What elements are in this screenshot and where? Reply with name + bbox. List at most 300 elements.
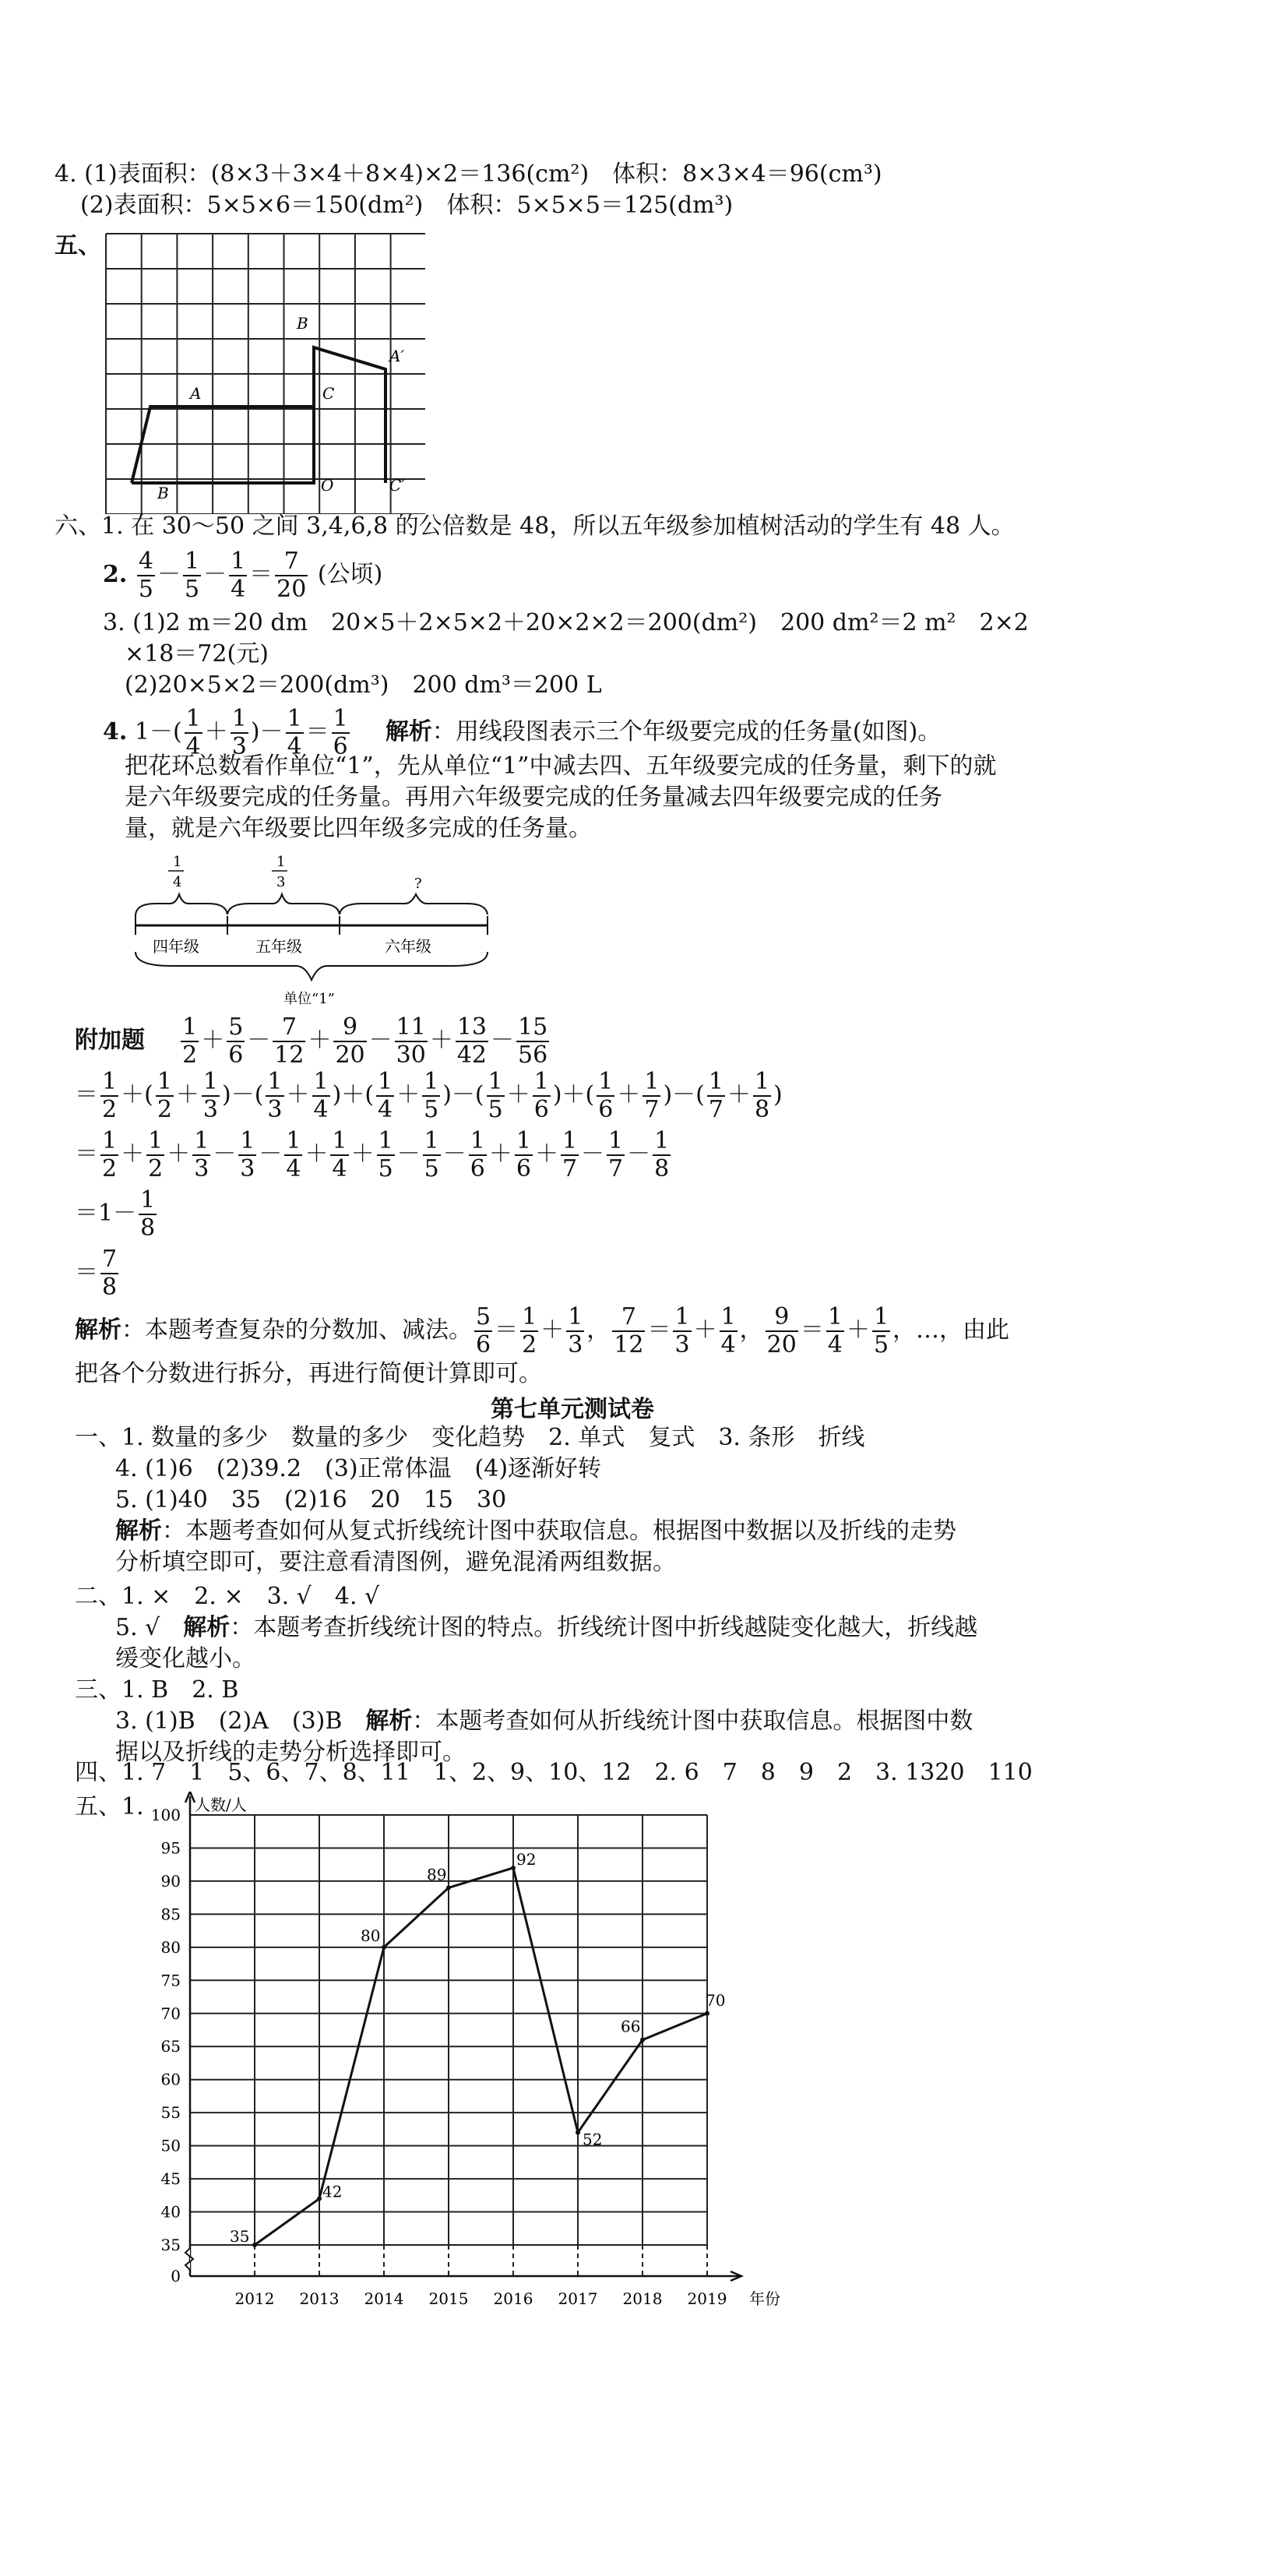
diagram-frac-2-num: 1 (276, 854, 286, 870)
fraction (227, 1014, 245, 1069)
expr-op: ＝ (495, 1316, 519, 1344)
expr-op: )－( (663, 1081, 705, 1108)
fraction-denominator: 7 (708, 1096, 723, 1123)
fraction (202, 1069, 220, 1123)
extra-line5-expr (75, 1246, 121, 1301)
fraction-denominator: 6 (228, 1041, 244, 1069)
chart-point (252, 2243, 257, 2247)
fraction-denominator: 5 (138, 576, 153, 603)
fraction-denominator: 6 (470, 1155, 485, 1182)
fraction (139, 1187, 157, 1242)
fraction-numerator: 1 (470, 1127, 485, 1154)
fraction (275, 548, 308, 603)
fraction (266, 1069, 283, 1123)
fraction-numerator: 7 (102, 1246, 118, 1273)
fraction-denominator: 5 (488, 1096, 503, 1123)
fraction-denominator: 6 (476, 1331, 491, 1358)
expr-op: ＋ (846, 1316, 870, 1344)
fraction-numerator: 1 (332, 1127, 347, 1154)
sec6-q4-jiexi-line3: 是六年级要完成的任务量。再用六年级要完成的任务量减去四年级要完成的任务 (125, 784, 942, 811)
expr-op: － (203, 561, 227, 588)
fraction-denominator: 6 (516, 1155, 531, 1182)
u7-s2-jiexi-text: ：本题考查折线统计图的特点。折线统计图中折线越陡变化越大，折线越 (230, 1614, 978, 1641)
extra-line2-expr (75, 1068, 783, 1123)
fraction-denominator: 20 (335, 1041, 365, 1069)
chart-point (382, 1945, 386, 1950)
expr-op: ＋ (286, 1081, 310, 1108)
expr-op: ＝ (75, 1259, 98, 1286)
fraction-denominator: 4 (286, 1155, 301, 1182)
chart-y-tick-label: 95 (160, 1838, 181, 1858)
expr-op: ， (586, 1316, 611, 1344)
coordinate-grid (104, 232, 425, 514)
fraction-denominator: 5 (873, 1331, 889, 1358)
chart-point (317, 2197, 322, 2201)
expr-op: ＋ (396, 1081, 421, 1108)
chart-data-label: 80 (361, 1926, 381, 1945)
fraction-numerator: 1 (102, 1068, 118, 1095)
fraction (456, 1014, 488, 1069)
extra-line4-expr (75, 1186, 159, 1242)
expr-op: ＋ (308, 1027, 332, 1054)
u7-s1-jiexi (115, 1516, 956, 1547)
fraction-numerator: 1 (424, 1127, 439, 1154)
fraction (520, 1304, 538, 1358)
fraction-denominator: 6 (333, 733, 348, 760)
expr-op: ：本题考查复杂的分数加、减法。 (121, 1316, 472, 1344)
u7-s2-line1: 二、1. × 2. × 3. √ 4. √ (75, 1583, 380, 1610)
fraction-denominator: 2 (182, 1041, 198, 1069)
fraction-numerator: 1 (140, 1186, 156, 1214)
fraction (487, 1069, 505, 1123)
fraction (597, 1069, 614, 1123)
u7-s1-jiexi-text: ：本题考查如何从复式折线统计图中获取信息。根据图中数据以及折线的走势 (162, 1517, 956, 1545)
expr-op: ＋( (121, 1081, 153, 1108)
fraction-numerator: 1 (488, 1068, 503, 1095)
fraction (100, 1128, 118, 1182)
u7-s2-q5: 5. √ (115, 1614, 184, 1641)
fraction-numerator: 1 (184, 548, 200, 575)
fraction (653, 1128, 671, 1182)
fraction-numerator: 1 (568, 1303, 583, 1330)
chart-y-tick-label: 85 (160, 1905, 181, 1924)
fraction (156, 1069, 174, 1123)
chart-x-tick-label: 2013 (299, 2289, 340, 2308)
extra-jiexi (75, 1304, 1009, 1358)
fraction-numerator: 1 (522, 1303, 537, 1330)
fraction (100, 1246, 118, 1301)
fraction-denominator: 12 (274, 1041, 305, 1069)
fraction (333, 1014, 366, 1069)
grid-shape-top (314, 347, 386, 483)
fraction (192, 1128, 210, 1182)
sec6-q4-jiexi-label: 解析 (385, 718, 432, 745)
fraction-numerator: 1 (102, 1127, 118, 1154)
fraction-denominator: 6 (598, 1096, 614, 1123)
fraction-numerator: 1 (240, 1127, 255, 1154)
chart-data-label: 35 (230, 2227, 250, 2246)
extra-line4 (75, 1187, 159, 1242)
expr-op: － (259, 1140, 283, 1168)
fraction-denominator: 5 (184, 576, 200, 603)
expr-op: － (627, 1140, 651, 1168)
fraction-denominator: 3 (568, 1331, 583, 1358)
fraction-denominator: 7 (644, 1096, 660, 1123)
u7-s4: 四、1. 7 1 5、6、7、8、11 1、2、9、10、12 2. 6 7 8 9 2 3. 1320 110 (75, 1759, 1033, 1786)
fraction (753, 1069, 771, 1123)
fraction-numerator: 1 (598, 1068, 614, 1095)
extra-line3-expr (75, 1127, 673, 1182)
fraction-denominator: 3 (194, 1155, 209, 1182)
fraction-denominator: 2 (148, 1155, 164, 1182)
fraction (284, 1128, 302, 1182)
q4-line-1: 4. (1)表面积：(8×3＋3×4＋8×4)×2＝136(cm²) 体积：8×3×4＝96(cm³) (55, 160, 882, 188)
fraction (377, 1128, 395, 1182)
fraction-numerator: 11 (396, 1013, 426, 1041)
fraction (395, 1014, 428, 1069)
chart-y-tick-label: 65 (160, 2037, 181, 2056)
fraction (872, 1304, 890, 1358)
sec6-q2-expr (135, 548, 310, 603)
expr-op: － (247, 1027, 271, 1054)
fraction-denominator: 2 (102, 1155, 118, 1182)
fraction-numerator: 1 (516, 1127, 531, 1154)
fraction (707, 1069, 725, 1123)
fraction-denominator: 3 (202, 1096, 218, 1123)
chart-point (446, 1885, 451, 1890)
chart-point (511, 1866, 516, 1870)
diagram-seg-grade4: 四年级 (153, 937, 199, 956)
expr-op: ，…，由此 (892, 1316, 1010, 1344)
fraction (181, 1014, 199, 1069)
chart-y-tick-label: 90 (160, 1871, 181, 1891)
expr-op: － (491, 1027, 515, 1054)
expr-op: ＋ (534, 1140, 558, 1168)
fraction-numerator: 1 (185, 705, 201, 732)
fraction-numerator: 1 (644, 1068, 660, 1095)
chart-data-label: 66 (621, 2017, 641, 2036)
unit7-title: 第七单元测试卷 (491, 1396, 654, 1423)
expr-op: )－ (250, 718, 283, 745)
fraction-numerator: 7 (275, 548, 308, 576)
chart-x-tick-label: 2015 (428, 2289, 469, 2308)
fraction-denominator: 6 (533, 1096, 549, 1123)
chart-y-tick-label: 35 (160, 2236, 181, 2254)
diagram-seg-grade6: 六年级 (385, 937, 431, 956)
extra-jiexi-expr (75, 1303, 1010, 1358)
u7-s1-line2: 4. (1)6 (2)39.2 (3)正常体温 (4)逐渐好转 (115, 1455, 602, 1482)
expr-op: － (396, 1140, 421, 1168)
fraction (423, 1128, 441, 1182)
fraction (469, 1128, 487, 1182)
expr-op: ＝ (75, 1081, 98, 1108)
fraction-denominator: 7 (562, 1155, 578, 1182)
chart-y-tick-label: 80 (160, 1937, 181, 1957)
chart-point (640, 2038, 645, 2042)
fraction-denominator: 20 (276, 576, 307, 603)
grid-label-o: O (321, 476, 334, 495)
expr-op: )＋( (332, 1081, 375, 1108)
expr-op: － (157, 561, 181, 588)
expr-op: ＋ (175, 1081, 199, 1108)
fraction-numerator: 7 (273, 1014, 305, 1042)
line-chart (140, 1792, 826, 2321)
fraction (376, 1069, 394, 1123)
diagram-frac-1-den: 4 (173, 874, 182, 890)
expr-op: － (442, 1140, 466, 1168)
chart-data-label: 92 (516, 1849, 537, 1869)
fraction-numerator: 1 (873, 1303, 889, 1330)
u7-s1-jiexi-line2: 分析填空即可，要注意看清图例，避免混淆两组数据。 (115, 1549, 676, 1576)
chart-y-tick-label: 40 (160, 2202, 181, 2222)
expr-op: ＋ (488, 1140, 512, 1168)
fraction-denominator: 5 (424, 1096, 439, 1123)
fraction-denominator: 5 (378, 1155, 393, 1182)
diagram-question: ? (414, 876, 422, 892)
sec6-q2 (103, 548, 382, 603)
fraction-denominator: 4 (720, 1331, 736, 1358)
expr-op: － (368, 1027, 393, 1054)
expr-op: ＝ (647, 1316, 671, 1344)
chart-data-label: 89 (427, 1865, 447, 1884)
fraction-denominator: 4 (378, 1096, 393, 1123)
chart-point (576, 2130, 580, 2135)
chart-x-tick-label: 2012 (234, 2289, 275, 2308)
extra-line1-expr (178, 1013, 551, 1069)
chart-point (705, 2011, 709, 2016)
fraction (229, 548, 247, 603)
fraction-denominator: 3 (231, 733, 247, 760)
expr-op: ＋ (201, 1027, 225, 1054)
fraction (146, 1128, 164, 1182)
extra-jiexi-line2: 把各个分数进行拆分，再进行简便计算即可。 (75, 1360, 542, 1387)
sec6-q2-unit: (公顷) (317, 561, 383, 588)
section-5-label: 五、 (55, 232, 101, 259)
expr-op: ＋ (429, 1027, 453, 1054)
fraction (312, 1069, 330, 1123)
chart-x-tick-label: 2014 (364, 2289, 404, 2308)
fraction-numerator: 1 (313, 1068, 329, 1095)
fraction-denominator: 4 (313, 1096, 329, 1123)
diagram-frac-1-num: 1 (173, 854, 182, 870)
chart-y-tick-label: 0 (171, 2267, 181, 2285)
expr-op: ， (739, 1316, 763, 1344)
sec6-q4-jiexi-text: ：用线段图表示三个年级要完成的任务量(如图)。 (431, 718, 942, 745)
extra-line3 (75, 1128, 673, 1182)
fraction (612, 1304, 645, 1358)
fraction-denominator: 2 (522, 1331, 537, 1358)
fraction-denominator: 7 (608, 1155, 624, 1182)
fraction (330, 1128, 348, 1182)
u7-s5: 五、1. (75, 1793, 144, 1820)
chart-x-tick-label: 2019 (687, 2289, 727, 2308)
chart-x-label: 年份 (749, 2289, 780, 2308)
u7-s3-jiexi-label: 解析 (365, 1707, 413, 1735)
fraction-denominator: 4 (827, 1331, 843, 1358)
fraction-numerator: 5 (228, 1013, 244, 1041)
chart-data-label: 70 (706, 1990, 726, 2010)
fraction (826, 1304, 844, 1358)
fraction-denominator: 2 (102, 1096, 118, 1123)
fraction-denominator: 4 (332, 1155, 347, 1182)
expr-op: ＝ (305, 718, 329, 745)
sec6-q3-line1: 3. (1)2 m＝20 dm 20×5＋2×5×2＋20×2×2＝200(dm²) 200 dm²＝2 m² 2×2 (103, 609, 1029, 636)
fraction-numerator: 1 (287, 705, 302, 732)
fraction-numerator: 1 (608, 1127, 624, 1154)
u7-s3-line2 (115, 1706, 973, 1737)
fraction-numerator: 1 (533, 1068, 549, 1095)
expr-op: ＋ (540, 1316, 565, 1344)
fraction-denominator: 20 (766, 1331, 797, 1358)
u7-s1-line1: 一、1. 数量的多少 数量的多少 变化趋势 2. 单式 复式 3. 条形 折线 (75, 1424, 865, 1451)
expr-op: ＋ (121, 1140, 145, 1168)
chart-x-tick-label: 2017 (558, 2289, 598, 2308)
fraction-numerator: 1 (378, 1127, 393, 1154)
fraction-denominator: 8 (654, 1155, 670, 1182)
expr-op: 1－( (134, 718, 182, 745)
fraction-numerator: 1 (231, 705, 247, 732)
fraction-numerator: 13 (456, 1013, 488, 1041)
expr-op: ＋ (506, 1081, 530, 1108)
fraction-denominator: 12 (614, 1331, 644, 1358)
expr-op: ＝1－ (75, 1200, 137, 1227)
fraction-numerator: 1 (754, 1068, 770, 1095)
fraction-denominator: 5 (424, 1155, 439, 1182)
sec6-q1: 六、1. 在 30～50 之间 3,4,6,8 的公倍数是 48，所以五年级参加植树活动的学生有 48 人。 (55, 513, 1015, 540)
fraction-numerator: 1 (231, 548, 246, 575)
extra-label: 附加题 (75, 1027, 145, 1054)
fraction-numerator: 1 (267, 1068, 283, 1095)
grid-label-a1: A′ (389, 347, 404, 365)
fraction-numerator: 1 (424, 1068, 439, 1095)
sec6-q4-jiexi-line4: 量，就是六年级要比四年级多完成的任务量。 (125, 815, 592, 842)
grid-label-a: A (190, 384, 202, 403)
chart-data-label: 42 (322, 2182, 343, 2201)
u7-s1-jiexi-label: 解析 (115, 1517, 162, 1545)
fraction-numerator: 1 (157, 1068, 172, 1095)
chart-y-tick-label: 45 (160, 2169, 181, 2189)
fraction-numerator: 1 (194, 1127, 209, 1154)
expr-op: )－( (442, 1081, 484, 1108)
fraction-denominator: 4 (231, 576, 246, 603)
u7-s3-q3: 3. (1)B (2)A (3)B (115, 1707, 366, 1735)
fraction-numerator: 4 (138, 548, 153, 575)
diagram-frac-2-den: 3 (276, 874, 286, 890)
fraction (766, 1304, 798, 1358)
q4-line-2: (2)表面积：5×5×6＝150(dm²) 体积：5×5×5＝125(dm³) (80, 192, 734, 219)
fraction-denominator: 4 (287, 733, 302, 760)
expr-op: )－( (222, 1081, 264, 1108)
line-segment-diagram (125, 848, 498, 1011)
u7-s1-line3: 5. (1)40 35 (2)16 20 15 30 (115, 1486, 507, 1514)
expr-op: )＋( (552, 1081, 595, 1108)
fraction (673, 1304, 691, 1358)
expr-op: ＋ (350, 1140, 375, 1168)
fraction-numerator: 1 (148, 1127, 164, 1154)
chart-data-label: 52 (583, 2130, 603, 2149)
fraction-denominator: 8 (754, 1096, 770, 1123)
fraction-numerator: 1 (286, 1127, 301, 1154)
extra-line1 (75, 1014, 551, 1069)
fraction (422, 1069, 440, 1123)
expr-op: ＋ (693, 1316, 717, 1344)
fraction (183, 548, 201, 603)
fraction-denominator: 2 (157, 1096, 172, 1123)
fraction-numerator: 7 (612, 1304, 645, 1332)
fraction-numerator: 1 (708, 1068, 723, 1095)
expr-op: ＝ (800, 1316, 824, 1344)
extra-line5 (75, 1246, 121, 1301)
sec6-q4-num: 4. (103, 718, 128, 745)
chart-x-tick-label: 2016 (493, 2289, 533, 2308)
fraction-numerator: 1 (333, 705, 348, 732)
expr-op: － (213, 1140, 237, 1168)
fraction-denominator: 3 (674, 1331, 690, 1358)
fraction (273, 1014, 305, 1069)
chart-x-tick-label: 2018 (622, 2289, 663, 2308)
fraction-numerator: 1 (827, 1303, 843, 1330)
chart-y-tick-label: 70 (160, 2003, 181, 2023)
grid-label-c: C (322, 384, 335, 403)
fraction (720, 1304, 738, 1358)
sec6-q2-num: 2. (103, 561, 128, 588)
fraction-denominator: 30 (396, 1041, 426, 1069)
u7-s2-jiexi-label: 解析 (183, 1614, 231, 1641)
u7-s3-jiexi-line2: 据以及折线的走势分析选择即可。 (115, 1739, 466, 1766)
fraction (516, 1014, 549, 1069)
u7-s3-jiexi-text: ：本题考查如何从折线统计图中获取信息。根据图中数 (412, 1707, 973, 1735)
fraction (238, 1128, 256, 1182)
fraction (474, 1304, 492, 1358)
fraction-denominator: 8 (102, 1274, 118, 1301)
grid-label-bottom-b: B (157, 484, 169, 502)
fraction (137, 548, 155, 603)
diagram-seg-grade5: 五年级 (255, 937, 302, 956)
fraction (561, 1128, 579, 1182)
expr-op: 解析 (75, 1316, 121, 1344)
fraction-numerator: 1 (562, 1127, 578, 1154)
chart-y-tick-label: 60 (160, 2070, 181, 2089)
fraction-numerator: 1 (202, 1068, 218, 1095)
chart-y-label: 人数/人 (195, 1795, 247, 1814)
sec6-q4-expr (134, 705, 352, 760)
expr-op: ＋ (167, 1140, 191, 1168)
fraction-denominator: 3 (240, 1155, 255, 1182)
fraction-numerator: 5 (476, 1303, 491, 1330)
fraction-numerator: 1 (720, 1303, 736, 1330)
fraction-numerator: 15 (518, 1013, 548, 1041)
fraction (642, 1069, 660, 1123)
extra-line2 (75, 1069, 783, 1123)
fraction-numerator: 1 (674, 1303, 690, 1330)
fraction-numerator: 1 (378, 1068, 393, 1095)
fraction (533, 1069, 551, 1123)
sec6-q3-line2: ×18＝72(元) (125, 640, 269, 668)
u7-s2-line2 (115, 1612, 977, 1644)
sec6-q3-line3: (2)20×5×2＝200(dm³) 200 dm³＝200 L (125, 671, 602, 699)
fraction-numerator: 9 (333, 1014, 366, 1042)
fraction-denominator: 8 (140, 1214, 156, 1242)
u7-s2-jiexi-line2: 缓变化越小。 (115, 1645, 255, 1672)
fraction (100, 1069, 118, 1123)
fraction (607, 1128, 625, 1182)
expr-op: ＋ (204, 718, 228, 745)
fraction-denominator: 56 (518, 1041, 548, 1069)
expr-op: ＋ (617, 1081, 641, 1108)
expr-op: ＋ (305, 1140, 329, 1168)
fraction (566, 1304, 584, 1358)
expr-op: － (581, 1140, 605, 1168)
